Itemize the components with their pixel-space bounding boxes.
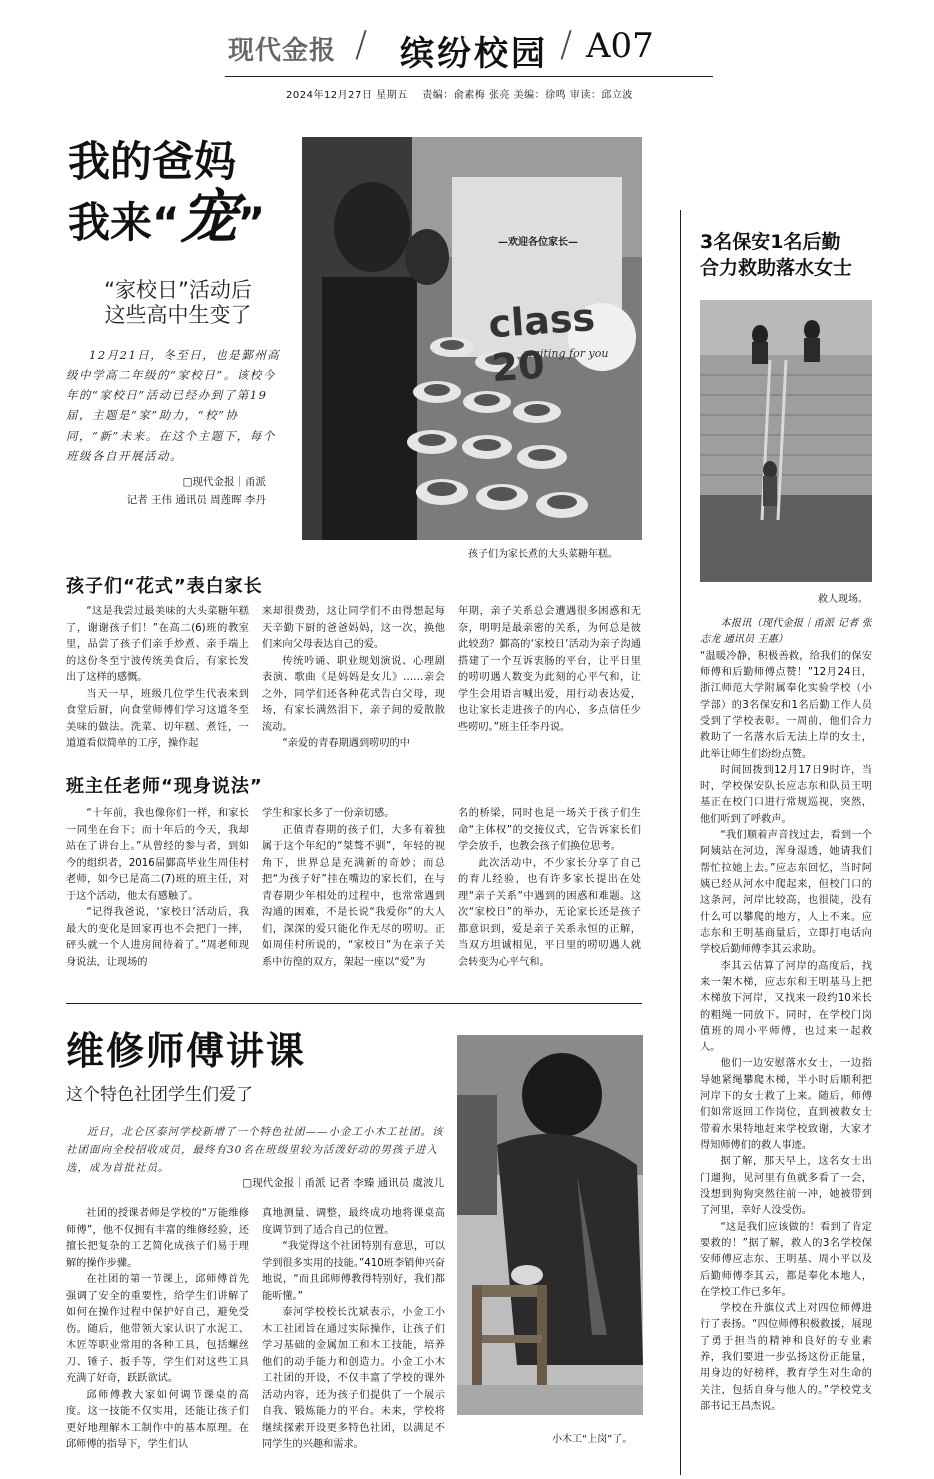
photo-sign-subtext: waiting for you bbox=[524, 347, 609, 360]
headline-line1: 我的爸妈 bbox=[68, 137, 237, 186]
article2-photo bbox=[457, 1035, 643, 1415]
article2-byline: □现代金报｜甬派 记者 李臻 通讯员 虞波儿 bbox=[242, 1177, 444, 1189]
article1-section1-col2: 来却很费劲，这让同学们不由得想起每天辛勤下厨的爸爸妈妈，这一次，换他们来向父母表达自己的爱。 传统吟诵、职业规划演说、心理剧表演、歌曲《是妈妈是女儿》……亲会之外，同学们还各种花式告白父母，现场，有家长满然泪下，亲子间的爱散散流动。 “亲爱的青春期遇到唠叨的中 bbox=[262, 606, 445, 750]
article2-col2: 真地测量、调整，最终成功地将课桌高度调节到了适合自己的位置。 “我觉得这个社团特别有意思，可以学到很多实用的技能。”410班李销伸兴奋地说，“而且邱师傅教得特别好，我们都能听懂。” 泰河学校校长沈斌表示，小金工小木工社团旨在通过实际操作，让孩子们学习基础的金属加工和木工技能，培养他们的动手能力和创造力。小金工小木工社团的开设，不仅丰富了学校的课外活动内容，还为孩子们提供了一个展示自我、锻炼能力的平台。未来，学校将继续探索开设更多特色社团，以满足不同学生的兴趣和需求。 bbox=[262, 1208, 445, 1451]
article1-photo bbox=[302, 137, 642, 540]
article1-section1-col3: 年期，亲子关系总会遭遇很多困惑和无奈，明明是最亲密的关系，为何总是彼此较劲？鄞高的‘家校日’活动为亲子沟通搭建了一个互诉衷肠的平台，让平日里的唠叨遇人数变为此刻的心平气和，让学生会用语言喊出爱，用行动表达爱，也让家长走进孩子的内心，多点信任少些唠叨。”班主任李丹说。 bbox=[458, 606, 641, 733]
article1-section2-col2: 学生和家长多了一份亲切感。 正值青春期的孩子们，大多有着独属于这个年纪的“桀骜不驯”，年轻的视角下，世界总是充满新的奇妙；而总把“为孩子好”挂在嘴边的家长们，在与青春期少年相处的过程中，也常常遇到沟通的困难，不是长说“我爱你”的大人们，深深的爱只能化作无尽的唠叨。正如周佳村所说的，“家校日”为在亲子关系中彷徨的双方，架起一座以“爱”为 bbox=[262, 808, 445, 968]
article2-headline: 维修师傅讲课 bbox=[66, 1029, 307, 1073]
article3-body: 本报讯（现代金报｜甬派 记者 张志龙 通讯员 王惠） “温暖冷静，积极善救，给我们的保安师傅和后勤师傅点赞！”12月24日，浙江师范大学附属奉化实验学校（小学部）的3名保安和1名后勤工作人员受到了学校表彰。一周前，他们合力救助了一名落水后无法上岸的女士，此举让师生们纷纷点赞。 时间回拨到12月17日9时许，当时，学校保安队长应志东和队员王明基正在校门口进行常规巡视，突然，他们听到了呼救声。 “我们顺着声音找过去，看到一个阿姨站在河边，浑身湿透，她请我们帮忙拉她上去。”应志东回忆，当时阿姨已经从河水中爬起来，但校门口的这条河，河岸比较高，也很陡，没有什么可以攀爬的地方，人上不来。应志东和王明基商量后，立即打电话向学校后勤师傅李其云求助。 李其云估算了河岸的高度后，找来一架木梯，应志东和王明基马上把木梯放下河岸，又找来一段约10米长的粗绳一同放下。同时，在学校门岗值班的周小平师傅，也过来一起救人。 他们一边安慰落水女士，一边指导她紧绳攀爬木梯，半小时后顺利把河岸下的女士救了上来。随后，师傅们如常返回工作岗位，直到被救女士带着水果特地赶来学校致谢，大家才得知师傅们的救人事迹。 据了解，那天早上，这名女士出门遛狗，见河里有鱼就多看了一会，没想到狗狗突然往前一冲，她被带到了河里，幸好人没受伤。 “这是我们应该做的！看到了肯定要救的！”据了解，救人的3名学校保安师傅应志东、王明基、周小平以及后勤师傅李其云，都是奉化本地人，在学校工作已多年。 学校在升旗仪式上对四位师傅进行了表扬。“四位师傅积极救援，展现了勇于担当的精神和良好的专业素养，我们要进一步弘扬这份正能量，用身边的好榜样，教育学生对生命的关注，包括自身与他人的。”学校党支部书记王昌杰说。 bbox=[700, 618, 872, 1412]
masthead-rule bbox=[225, 76, 713, 77]
article1-section2-title: 班主任老师“现身说法” bbox=[66, 776, 263, 797]
article-divider bbox=[66, 1003, 642, 1004]
headline-emphasis: 宠 bbox=[179, 183, 238, 252]
masthead-paper-name: 现代金报 bbox=[228, 36, 337, 66]
article2-photo-caption: 小木工“上岗”了。 bbox=[552, 1434, 633, 1445]
article2-intro: 近日，北仑区泰河学校新增了一个特色社团——小金工小木工社团。该社团面向全校招收成员，最终有30名在班级里较为活泼好动的男孩子进入选，成为首批社员。 bbox=[66, 1126, 444, 1174]
article1-subheadline: “家校日”活动后 这些高中生变了 bbox=[104, 278, 252, 328]
article3-photo bbox=[700, 300, 872, 582]
sidebar-rule bbox=[680, 210, 681, 1475]
article1-section1-col1: “这是我尝过最美味的大头菜糖年糕了，谢谢孩子们！”在高二(6)班的教室里，品尝了孩子们亲手炒煮、亲手端上的这份冬至宁波传统美食后，有家长发出了这样的感慨。 当天一早，班级几位学生代表来到食堂后厨，向食堂师傅们学习这道冬至美味的做法。洗菜、切年糕、煮饪，一道道看似简单的工序，操作起 bbox=[66, 606, 249, 750]
masthead-page-number: A07 bbox=[586, 26, 654, 66]
headline-line2: 我来“宠” bbox=[68, 183, 266, 252]
article1-intro: 12月21日，冬至日，也是鄞州高级中学高二年级的“家校日”。该校今年的“家校日”活动已经办到了第19届，主题是“家”助力，“校”协同，“新”未来。在这个主题下，每个班级各自开展活动。 bbox=[66, 348, 281, 463]
article1-section2-col1: “十年前，我也像你们一样，和家长一同坐在台下；而十年后的今天，我却站在了讲台上。”从曾经的参与者，到如今的组织者，2016届鄞高毕业生周佳村老师，如今已是高二(7)班的班主任，对于这个活动，他太有感触了。 “记得我爸说，‘家校日’活动后，我最大的变化是回家再也不会把门一摔，砰头就一个人进房间待着了。”周老师现身说法，让现场的 bbox=[66, 808, 249, 968]
article1-section2-col3: 名的桥梁，同时也是一场关于孩子们生命“主体权”的交接仪式，它告诉家长们学会放手，也教会孩子们换位思考。 此次活动中，不少家长分享了自己的育儿经验，也有许多家长提出在处理“亲子关系”中遇到的困惑和难题。这次“家校日”的举办，无论家长还是孩子都意识到，爱是亲子关系永恒的正解，当双方坦诚相见，平日里的唠叨遇人就会转变为心平气和。 bbox=[458, 808, 641, 968]
article1-headline bbox=[68, 138, 265, 250]
photo-class-sign: class 20 bbox=[487, 294, 597, 391]
dateline bbox=[286, 86, 633, 101]
article1-byline: □现代金报｜甬派 记者 王伟 通讯员 周莲晖 李丹 bbox=[126, 476, 266, 506]
masthead-separator: / bbox=[355, 24, 368, 65]
article3-intro: 本报讯（现代金报｜甬派 记者 张志龙 通讯员 王惠） bbox=[700, 618, 872, 646]
article2-col1: 社团的授课者师是学校的“万能维修师傅”，他不仅拥有丰富的维修经验，还擅长把复杂的工艺简化成孩子们易于理解的操作步骤。 在社团的第一节课上，邱师傅首先强调了安全的重要性，给学生们讲解了如何在操作过程中保护好自己，避免受伤。随后，他带领大家认识了水泥工、木匠等职业常用的各种工具，包括螺丝刀、锤子、扳手等，学生们对这些工具充满了好奇，跃跃欲试。 邱师傅教大家如何调节课桌的高度。这一技能不仅实用，还能让孩子们更好地理解木工制作中的基本原理。在邱师傅的指导下，学生们认 bbox=[66, 1208, 249, 1451]
article1-photo-caption: 孩子们为家长煮的大头菜糖年糕。 bbox=[468, 549, 618, 560]
editor-credits: 责编：俞素梅 张亮 美编：徐鸣 审读：邱立波 bbox=[422, 90, 633, 101]
article3-headline: 3名保安1名后勤 合力救助落水女士 bbox=[700, 231, 853, 279]
masthead-section-name: 缤纷校园 bbox=[400, 34, 548, 74]
article2-subheadline: 这个特色社团学生们爱了 bbox=[66, 1085, 253, 1105]
photo-banner-text: —欢迎各位家长— bbox=[498, 237, 578, 248]
article3-photo-caption: 救人现场。 bbox=[818, 594, 868, 605]
masthead-separator: / bbox=[560, 24, 573, 65]
issue-date: 2024年12月27日 星期五 bbox=[286, 90, 408, 101]
article1-section1-title: 孩子们“花式”表白家长 bbox=[66, 576, 263, 597]
